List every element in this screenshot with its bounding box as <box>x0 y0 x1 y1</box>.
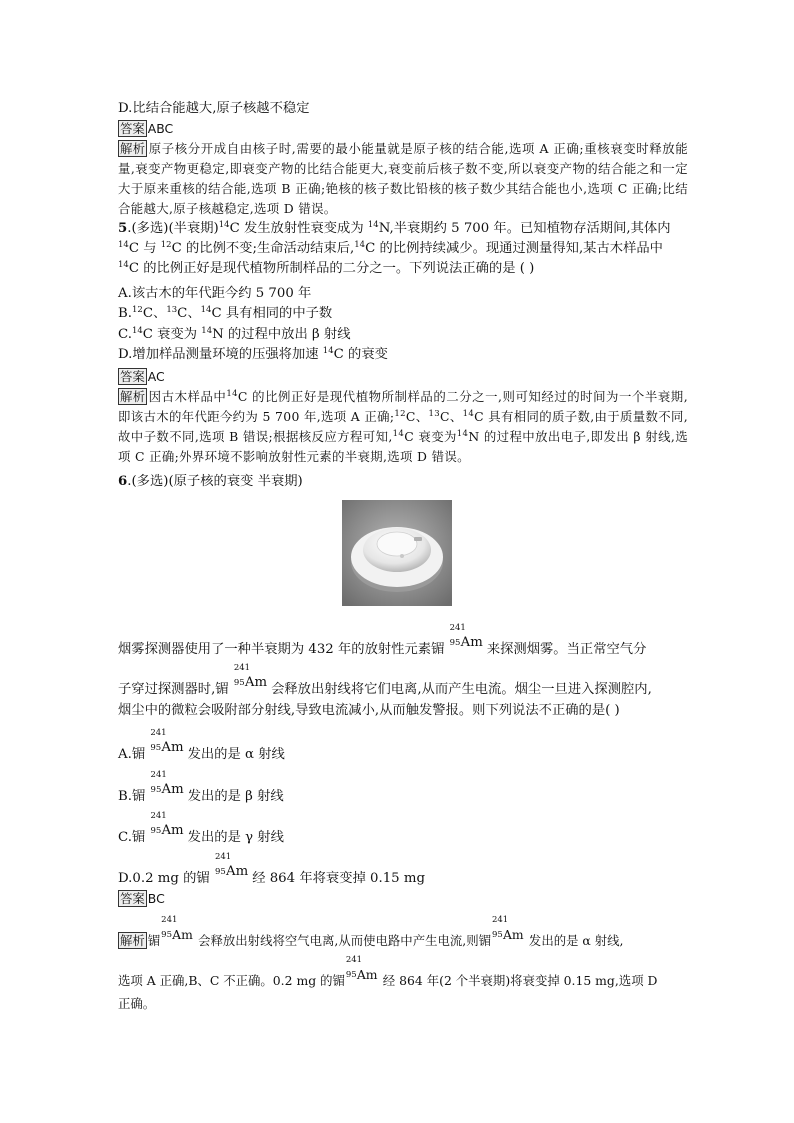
mass-number: 14 <box>354 240 366 250</box>
q5-stem-text: C 发生放射性衰变成为 <box>229 221 368 236</box>
q5-stem-text: N,半衰期约 5 700 年。已知植物存活期间,其体内 <box>378 221 671 236</box>
q4-answer <box>118 119 173 140</box>
q5-stem-line-2 <box>118 239 663 259</box>
q5-stem-text: C 的比例不变;生命活动结束后, <box>171 241 355 256</box>
mass-number: 14 <box>367 220 379 230</box>
q5-option-d: D.增加样品测量环境的压强将加速 $^{14}$C 的衰变 <box>118 346 388 362</box>
q6-stem-tag: .(多选)(原子核的衰变 半衰期) <box>127 474 303 489</box>
mass-number: 12 <box>132 305 143 315</box>
q6-stem-line-1: 烟雾探测器使用了一种半衰期为 432 年的放射性元素镅 241 95 Am 来探测烟雾。当正常空气分 <box>118 623 647 657</box>
mass-number: 14 <box>131 326 143 336</box>
q5-stem-line-1 <box>118 219 671 239</box>
am241-nuclide: 241 95 Am <box>150 770 184 797</box>
q5-stem-line-3 <box>118 259 534 279</box>
q6-option-c: C.镅 241 95 Am 发出的是 γ 射线 <box>118 811 284 845</box>
answer-tag: 答案 <box>120 891 145 906</box>
am241-nuclide: 241 95 Am <box>345 955 378 982</box>
mass-number: 12 <box>160 240 172 250</box>
q5-explanation: 解析 因古木样品中$^{14}$C 的比例正好是现代植物所制样品的二分之一,则可知经过的时间为一个半衰期,即该古木的年代距今约为 5 700 年,选项 A 正确;$^{12}$C、$^{13}$C、$^{14}$C 具有相同的质子数,由于质量数不同,故中子数不同,选项 B 错误;根据核反应方程可知,$^{14}$C 衰变为$^{14}$N 的过程中放出电子,即发出 β 射线,选项 C 正确;外界环境不影响放射性元素的半衰期,选项 D 错误。 <box>118 389 688 464</box>
mass-number: 14 <box>218 220 230 230</box>
explanation-text: 原子核分开成自由核子时,需要的最小能量就是原子核的结合能,选项 A 正确;重核衰变时释放能量,衰变产物更稳定,即衰变产物的比结合能更大,衰变前后核子数不变,所以衰变产物的结合能之和一定大于原来重核的结合能,选项 B 正确;铯核的核子数比铅核的核子数少其结合能也小,选项 C 正确;比结合能越大,原子核越稳定,选项 D 错误。 <box>118 141 688 216</box>
q6-option-b: B.镅 241 95 Am 发出的是 β 射线 <box>118 770 284 804</box>
answer-value: ABC <box>147 121 174 136</box>
q5-option-a: A.该古木的年代距今约 5 700 年 <box>118 286 312 301</box>
answer-value: AC <box>147 369 165 384</box>
q6-answer <box>118 889 165 910</box>
answer-tag: 答案 <box>120 121 145 136</box>
q6-number: 6 <box>118 474 128 489</box>
am241-nuclide: 241 95 Am <box>449 623 483 650</box>
q5-option-b: B.$^{12}$C、$^{13}$C、$^{14}$C 具有相同的中子数 <box>118 305 333 321</box>
q6-stem-line-2: 子穿过探测器时,镅 241 95 Am 会释放出射线将它们电离,从而产生电流。烟尘一旦进入探测腔内, <box>118 663 652 697</box>
mass-number: 14 <box>118 260 129 270</box>
q6-title <box>118 472 303 492</box>
am241-nuclide: 241 95 Am <box>161 915 193 942</box>
q6-option-a: A.镅 241 95 Am 发出的是 α 射线 <box>118 728 285 762</box>
mass-number: 14 <box>118 240 129 250</box>
q5-number: 5 <box>118 221 128 236</box>
am241-nuclide: 241 95 Am <box>491 915 524 942</box>
q5-stem-text: C 的比例正好是现代植物所制样品的二分之一。下列说法正确的是 ( ) <box>128 261 535 276</box>
am241-nuclide: 241 95 Am <box>150 811 184 838</box>
q5-option-c: C.$^{14}$C 衰变为 $^{14}$N 的过程中放出 β 射线 <box>118 326 351 342</box>
am241-nuclide: 241 95 Am <box>233 663 268 690</box>
q4-explanation <box>118 139 688 219</box>
q6-explanation-line-2: 选项 A 正确,B、C 不正确。0.2 mg 的镅 241 95 Am 经 864 年(2 个半衰期)将衰变掉 0.15 mg,选项 D <box>118 955 658 988</box>
q5-stem-text: C 与 <box>128 241 161 256</box>
explanation-tag: 解析 <box>120 141 146 156</box>
mass-number: 14 <box>200 305 212 315</box>
mass-number: 14 <box>201 326 213 336</box>
explanation-tag: 解析 <box>120 389 146 404</box>
q6-option-d: D.0.2 mg 的镅 241 95 Am 经 864 年将衰变掉 0.15 mg <box>118 852 425 886</box>
explanation-tag: 解析 <box>120 933 145 948</box>
am241-nuclide: 241 95 Am <box>214 852 249 879</box>
q5-stem-tag: .(多选)(半衰期) <box>127 221 219 236</box>
answer-tag: 答案 <box>120 369 145 384</box>
mass-number: 13 <box>166 305 178 315</box>
mass-number: 14 <box>322 346 334 356</box>
smoke-detector-photo <box>342 500 452 606</box>
q5-answer <box>118 367 165 388</box>
q5-stem-text: C 的比例持续减少。现通过测量得知,某古木样品中 <box>365 241 663 256</box>
q6-explanation-line-1: 解析 镅 241 95 Am 会释放出射线将空气电离,从而使电路中产生电流,则镅 241 95 Am 发出的是 α 射线, <box>120 915 624 948</box>
q6-stem-line-3: 烟尘中的微粒会吸附部分射线,导致电流减小,从而触发警报。则下列说法不正确的是( ) <box>118 703 620 718</box>
q4-option-d: D.比结合能越大,原子核越不稳定 <box>118 101 310 116</box>
am241-nuclide: 241 95 Am <box>150 728 184 755</box>
answer-value: BC <box>147 891 165 906</box>
q6-explanation-line-3: 正确。 <box>118 996 156 1011</box>
